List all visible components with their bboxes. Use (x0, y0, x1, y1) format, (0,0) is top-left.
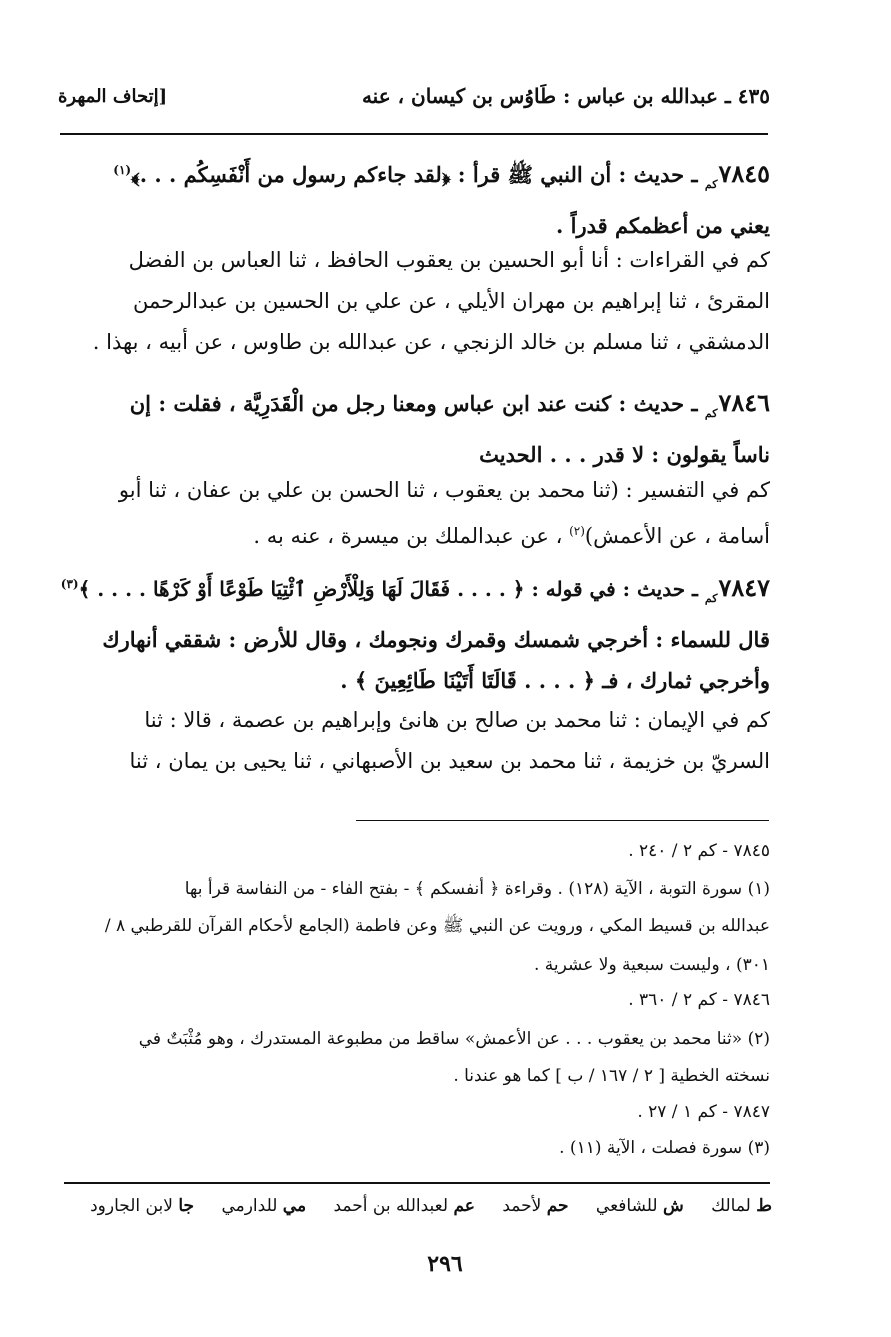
source-line: السريّ بن خزيمة ، ثنا محمد بن سعيد بن الأصبهاني ، ثنا يحيى بن يمان ، ثنا (129, 749, 770, 773)
hadith-text: قال للسماء : أخرجي شمسك وقمرك ونجومك ، وقال للأرض : شققي أنهارك (102, 627, 770, 652)
source-line: الدمشقي ، ثنا مسلم بن خالد الزنجي ، عن عبدالله بن طاوس ، عن أبيه ، بهذا . (92, 330, 770, 354)
source-line: ، عن عبدالملك بن ميسرة ، عنه به . (253, 524, 570, 548)
footnote-text: (١) سورة التوبة ، الآية (١٢٨) . وقراءة ﴿ أنفسكم ﴾ - بفتح الفاء - من النفاسة قرأ بها (184, 879, 770, 899)
abbreviation-legend (60, 1196, 772, 1226)
source-code: كم (704, 407, 718, 420)
running-header (58, 84, 770, 120)
hadith-number: ٧٨٤٥ (718, 159, 770, 188)
source-line: كم في الإيمان : ثنا محمد بن صالح بن هانئ وإبراهيم بن عصمة ، قالا : ثنا (144, 708, 770, 732)
page-number: ٢٩٦ (427, 1251, 463, 1277)
source-code: كم (704, 178, 718, 191)
legend-item: ط لمالك (711, 1196, 772, 1216)
footnote-text: ٣٠١) ، وليست سبعية ولا عشرية . (534, 955, 770, 975)
footnote-ref: ٧٨٤٧ - كم ١ / ٢٧ . (637, 1102, 770, 1122)
footnotes-rule (356, 820, 769, 821)
legend-item: مي للدارمي (221, 1196, 307, 1216)
legend-item: ش للشافعي (595, 1196, 684, 1216)
footnote-text: (٢) «ثنا محمد بن يعقوب . . . عن الأعمش» ساقط من مطبوعة المستدرك ، وهو مُثْبَتٌ في (138, 1029, 770, 1049)
header-rule (60, 133, 768, 135)
hadith-text: ناساً يقولون : لا قدر . . . الحديث (479, 442, 770, 467)
hadith-text: يعني من أعظمكم قدراً . (556, 213, 770, 238)
source-line: المقرئ ، ثنا إبراهيم بن مهران الأيلي ، عن علي بن الحسين بن عبدالرحمن (133, 289, 770, 313)
hadith-text: ـ حديث : أن النبي ﷺ قرأ : ﴿لقد جاءكم رسول من أَنْفَسِكُم . . .﴾ (131, 162, 698, 187)
header-book-title: [إتحاف المهرة (58, 86, 168, 107)
source-line: أسامة ، عن الأعمش) (584, 524, 770, 548)
header-chapter-title: ٤٣٥ ـ عبدالله بن عباس : طَاوُس بن كيسان ، عنه (361, 84, 770, 108)
footnote-marker: (٢) (569, 524, 585, 538)
legend-item: جا لابن الجارود (90, 1196, 195, 1216)
hadith-text: ـ حديث : في قوله : ﴿ . . . . فَقَالَ لَهَا وَلِلْأَرْضِ ٱئْتِيَا طَوْعًا أَوْ كَرْهًا . . . . ﴾ (78, 577, 698, 601)
footnote-text: نسخته الخطية [ ٢ / ١٦٧ / ب ] كما هو عندنا . (453, 1066, 770, 1086)
footnote-text: (٣) سورة فصلت ، الآية (١١) . (559, 1138, 770, 1158)
legend-item: حم لأحمد (502, 1196, 569, 1216)
hadith-number: ٧٨٤٦ (718, 388, 770, 417)
hadith-7846 (60, 382, 770, 475)
source-7846 (60, 470, 770, 557)
hadith-text: وأخرجي ثمارك ، فـ ﴿ . . . . قَالَتَا أَتَيْنَا طَائِعِينَ ﴾ . (340, 668, 770, 693)
legend-item: عم لعبدالله بن أحمد (333, 1196, 475, 1216)
legend-rule (64, 1182, 770, 1184)
source-line: كم في القراءات : أنا أبو الحسين بن يعقوب الحافظ ، ثنا العباس بن الفضل (128, 248, 770, 272)
source-7845 (60, 240, 770, 363)
footnote-ref: ٧٨٤٦ - كم ٢ / ٣٦٠ . (628, 990, 770, 1010)
footnote-marker: (١) (113, 163, 132, 177)
source-line: كم في التفسير : (ثنا محمد بن يعقوب ، ثنا الحسن بن علي بن عفان ، ثنا أبو (118, 478, 770, 502)
source-code: كم (704, 592, 718, 605)
hadith-text: ـ حديث : كنت عند ابن عباس ومعنا رجل من الْقَدَرِيَّة ، فقلت : إن (129, 391, 698, 416)
footnote-ref: ٧٨٤٥ - كم ٢ / ٢٤٠ . (628, 841, 770, 861)
source-7847 (60, 700, 770, 782)
footnote-marker: (٣) (60, 577, 79, 591)
hadith-number: ٧٨٤٧ (718, 573, 770, 602)
hadith-7845 (60, 150, 770, 246)
footnote-text: عبدالله بن قسيط المكي ، ورويت عن النبي ﷺ وعن فاطمة (الجامع لأحكام القرآن للقرطبي ٨ / (104, 916, 770, 936)
hadith-7847 (60, 564, 770, 701)
